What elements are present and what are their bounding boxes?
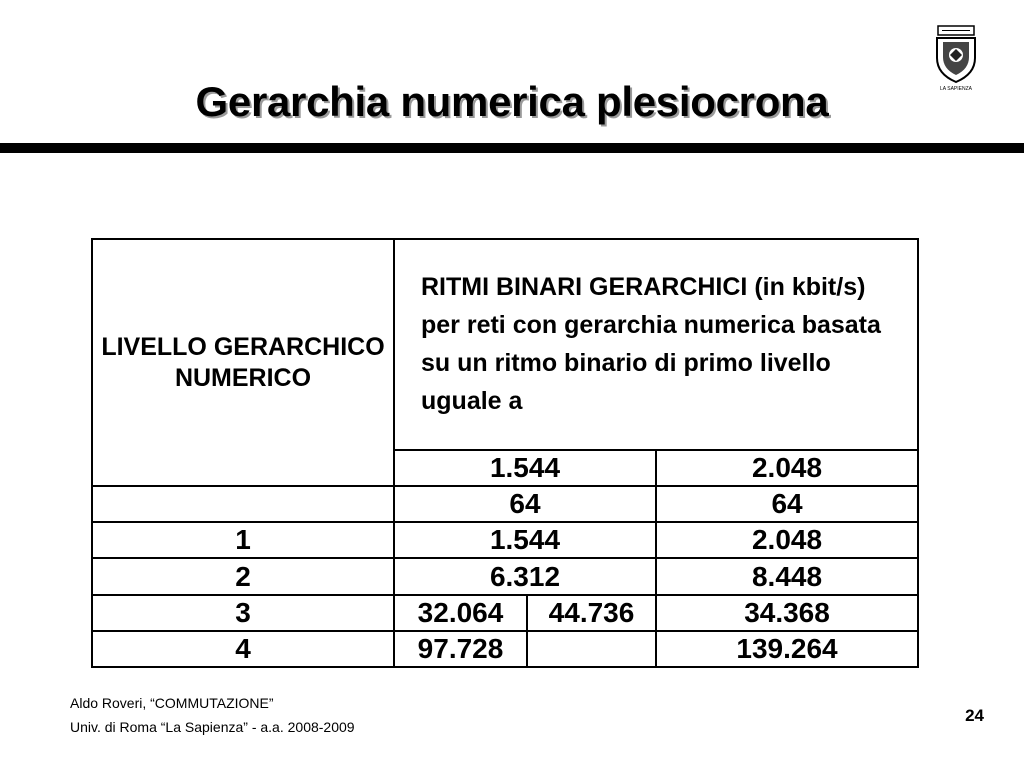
table-header-row <box>92 239 918 450</box>
level-cell: 1 <box>92 522 394 558</box>
title-rule <box>0 143 1024 153</box>
rate-a2-cell: 44.736 <box>527 595 656 631</box>
table-row <box>92 595 918 631</box>
channel-rate-b: 64 <box>656 486 918 522</box>
rate-a-cell: 1.544 <box>394 522 656 558</box>
channel-level-cell <box>92 486 394 522</box>
header-livello: LIVELLO GERARCHICO NUMERICO <box>92 239 394 486</box>
rate-b-cell: 34.368 <box>656 595 918 631</box>
header-ritmi: RITMI BINARI GERARCHICI (in kbit/s) per reti con gerarchia numerica basata su un ritmo binario di primo livello uguale a <box>394 239 918 450</box>
rate-b-cell: 2.048 <box>656 522 918 558</box>
level-cell: 3 <box>92 595 394 631</box>
level-cell: 4 <box>92 631 394 667</box>
slide-title: Gerarchia numerica plesiocrona <box>195 78 829 125</box>
rate-b-cell: 139.264 <box>656 631 918 667</box>
footer-credits <box>70 691 355 739</box>
rate-a1-cell: 97.728 <box>394 631 527 667</box>
rate-a2-cell <box>527 631 656 667</box>
table-row <box>92 558 918 594</box>
base-rate-b: 2.048 <box>656 450 918 486</box>
base-rate-a: 1.544 <box>394 450 656 486</box>
level-cell: 2 <box>92 558 394 594</box>
bitrate-table <box>91 238 919 668</box>
sapienza-logo <box>928 24 984 92</box>
logo-caption: LA SAPIENZA <box>940 86 972 92</box>
channel-rate-a: 64 <box>394 486 656 522</box>
rate-a1-cell: 32.064 <box>394 595 527 631</box>
rate-b-cell: 8.448 <box>656 558 918 594</box>
rate-a-cell: 6.312 <box>394 558 656 594</box>
channel-rate-row <box>92 486 918 522</box>
table-row <box>92 631 918 667</box>
table-row <box>92 522 918 558</box>
page-number: 24 <box>965 706 984 725</box>
footer-author: Aldo Roveri, “COMMUTAZIONE” <box>70 695 274 711</box>
footer-university: Univ. di Roma “La Sapienza” - a.a. 2008-2009 <box>70 719 355 735</box>
